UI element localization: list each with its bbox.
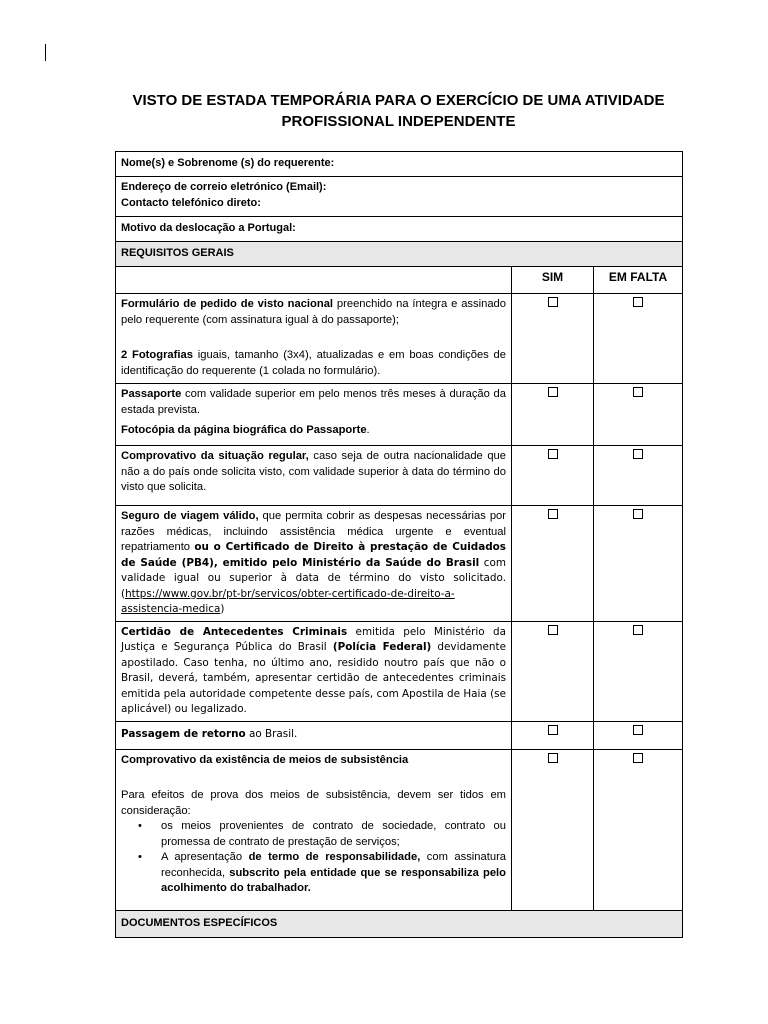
- subsistencia-intro: Para efeitos de prova dos meios de subsistência, devem ser tidos em consideração:: [121, 789, 506, 817]
- motivo-field-label: Motivo da deslocação a Portugal:: [121, 222, 296, 235]
- fotocopia-bold: Fotocópia da página biográfica do Passaporte: [121, 424, 367, 436]
- situacao-bold: Comprovativo da situação regular,: [121, 450, 309, 462]
- fotografias-text: iguais, tamanho (3x4), atualizadas e em boas condições de identificação do requerente (1 colada no formulário).: [121, 349, 506, 377]
- seguro-text: que permita cobrir as despesas necessárias por razões médicas, incluindo assistência médica urgente e eventual repatriamento: [121, 510, 506, 553]
- formulario-sim-checkbox[interactable]: [548, 297, 558, 307]
- subsistencia-bullet-list: [121, 819, 506, 897]
- requirements-table: [115, 151, 683, 938]
- bullet-2-text-2: com assinatura reconhecida,: [161, 851, 507, 879]
- contact-field-row[interactable]: [116, 177, 683, 217]
- passagem-bold: Passagem de retorno: [121, 728, 246, 741]
- seguro-requirement-row: [116, 506, 683, 622]
- subsistencia-em-falta-checkbox[interactable]: [633, 753, 643, 763]
- subsistencia-sim-checkbox[interactable]: [548, 753, 558, 763]
- subsistencia-bullet-1: [161, 819, 506, 850]
- passaporte-em-falta-checkbox[interactable]: [633, 387, 643, 397]
- email-field-label: Endereço de correio eletrónico (Email):: [121, 181, 327, 193]
- seguro-sim-checkbox[interactable]: [548, 509, 558, 519]
- bullet-2-text-1: A apresentação: [161, 851, 249, 863]
- formulario-text: preenchido na íntegra e assinado pelo requerente (com assinatura igual à do passaporte);: [121, 298, 506, 326]
- situacao-em-falta-checkbox[interactable]: [633, 449, 643, 459]
- situacao-requirement-row: [116, 446, 683, 506]
- text-cursor: [45, 44, 46, 61]
- passagem-em-falta-checkbox[interactable]: [633, 725, 643, 735]
- policia-federal-bold: (Polícia Federal): [332, 641, 432, 653]
- antecedentes-text: emitida pelo Ministério da Justiça e Segurança Pública do Brasil: [121, 625, 507, 653]
- specific-section-title: DOCUMENTOS ESPECÍFICOS: [121, 916, 278, 929]
- title-line-2: PROFISSIONAL INDEPENDENTE: [281, 113, 516, 130]
- name-field-row[interactable]: [116, 152, 683, 177]
- general-section-title: REQUISITOS GERAIS: [121, 247, 234, 260]
- bullet-2-bold-1: de termo de responsabilidade,: [248, 851, 421, 863]
- antecedentes-em-falta-checkbox[interactable]: [633, 625, 643, 635]
- blank-header-cell: [116, 267, 512, 294]
- column-header-row: [116, 267, 683, 294]
- document-title: [115, 90, 682, 132]
- name-field-label: Nome(s) e Sobrenome (s) do requerente:: [121, 157, 335, 170]
- formulario-bold: Formulário de pedido de visto nacional: [121, 298, 334, 310]
- general-requirements-section: [116, 242, 683, 267]
- seguro-bold: Seguro de viagem válido,: [121, 510, 259, 522]
- bullet-2-bold-2: subscrito pela entidade que se responsabiliza pelo acolhimento do trabalhador.: [161, 866, 506, 894]
- specific-documents-section: [116, 910, 683, 937]
- subsistencia-requirement-row: [116, 749, 683, 910]
- antecedentes-sim-checkbox[interactable]: [548, 625, 558, 635]
- title-line-1: VISTO DE ESTADA TEMPORÁRIA PARA O EXERCÍCIO DE UMA ATIVIDADE: [132, 92, 665, 109]
- passaporte-text: com validade superior em pelo menos três meses à duração da estada prevista.: [121, 388, 506, 416]
- formulario-em-falta-checkbox[interactable]: [633, 297, 643, 307]
- bullet-1-text: os meios provenientes de contrato de sociedade, contrato ou promessa de contrato de prestação de serviços;: [161, 820, 506, 848]
- antecedentes-requirement-row: [116, 621, 683, 721]
- passaporte-sim-checkbox[interactable]: [548, 387, 558, 397]
- subsistencia-bullet-2: [161, 850, 506, 897]
- fotografias-bold: 2 Fotografias: [121, 349, 193, 361]
- antecedentes-detail-text: devidamente apostilado. Caso tenha, no último ano, residido noutro país que não o Brasil, deverá, também, apresentar certidão de antecedentes criminais emitida pela autoridade competente desse país, com Apostila de Haia (se aplicável) ou legalizado.: [121, 641, 506, 715]
- seguro-validade-text: com validade igual ou superior à data de término do visto solicitado. (: [121, 556, 506, 600]
- motivo-field-row[interactable]: [116, 217, 683, 242]
- passaporte-requirement-row: [116, 384, 683, 446]
- seguro-em-falta-checkbox[interactable]: [633, 509, 643, 519]
- formulario-requirement-row: [116, 294, 683, 384]
- antecedentes-bold: Certidão de Antecedentes Criminais: [121, 625, 348, 638]
- passagem-sim-checkbox[interactable]: [548, 725, 558, 735]
- fotocopia-text: .: [366, 424, 370, 436]
- em-falta-column-header: EM FALTA: [608, 270, 668, 284]
- passagem-text: ao Brasil.: [245, 728, 298, 741]
- certificado-bold: ou o Certificado de Direito à prestação de Cuidados de Saúde (PB4), emitido pelo Ministério da Saúde do Brasil: [121, 541, 506, 569]
- situacao-sim-checkbox[interactable]: [548, 449, 558, 459]
- sim-column-header: SIM: [541, 270, 564, 284]
- subsistencia-bold: Comprovativo da existência de meios de subsistência: [121, 753, 409, 766]
- certificado-link[interactable]: https://www.gov.br/pt-br/servicos/obter-certificado-de-direito-a-assistencia-medica: [121, 587, 455, 615]
- situacao-text: caso seja de outra nacionalidade que não a do país onde solicita visto, com validade superior à data do término do visto que solicita.: [121, 450, 506, 493]
- phone-field-label: Contacto telefónico direto:: [121, 196, 261, 209]
- passaporte-bold: Passaporte: [121, 388, 182, 400]
- passagem-requirement-row: [116, 721, 683, 749]
- link-close-paren: ): [220, 603, 225, 615]
